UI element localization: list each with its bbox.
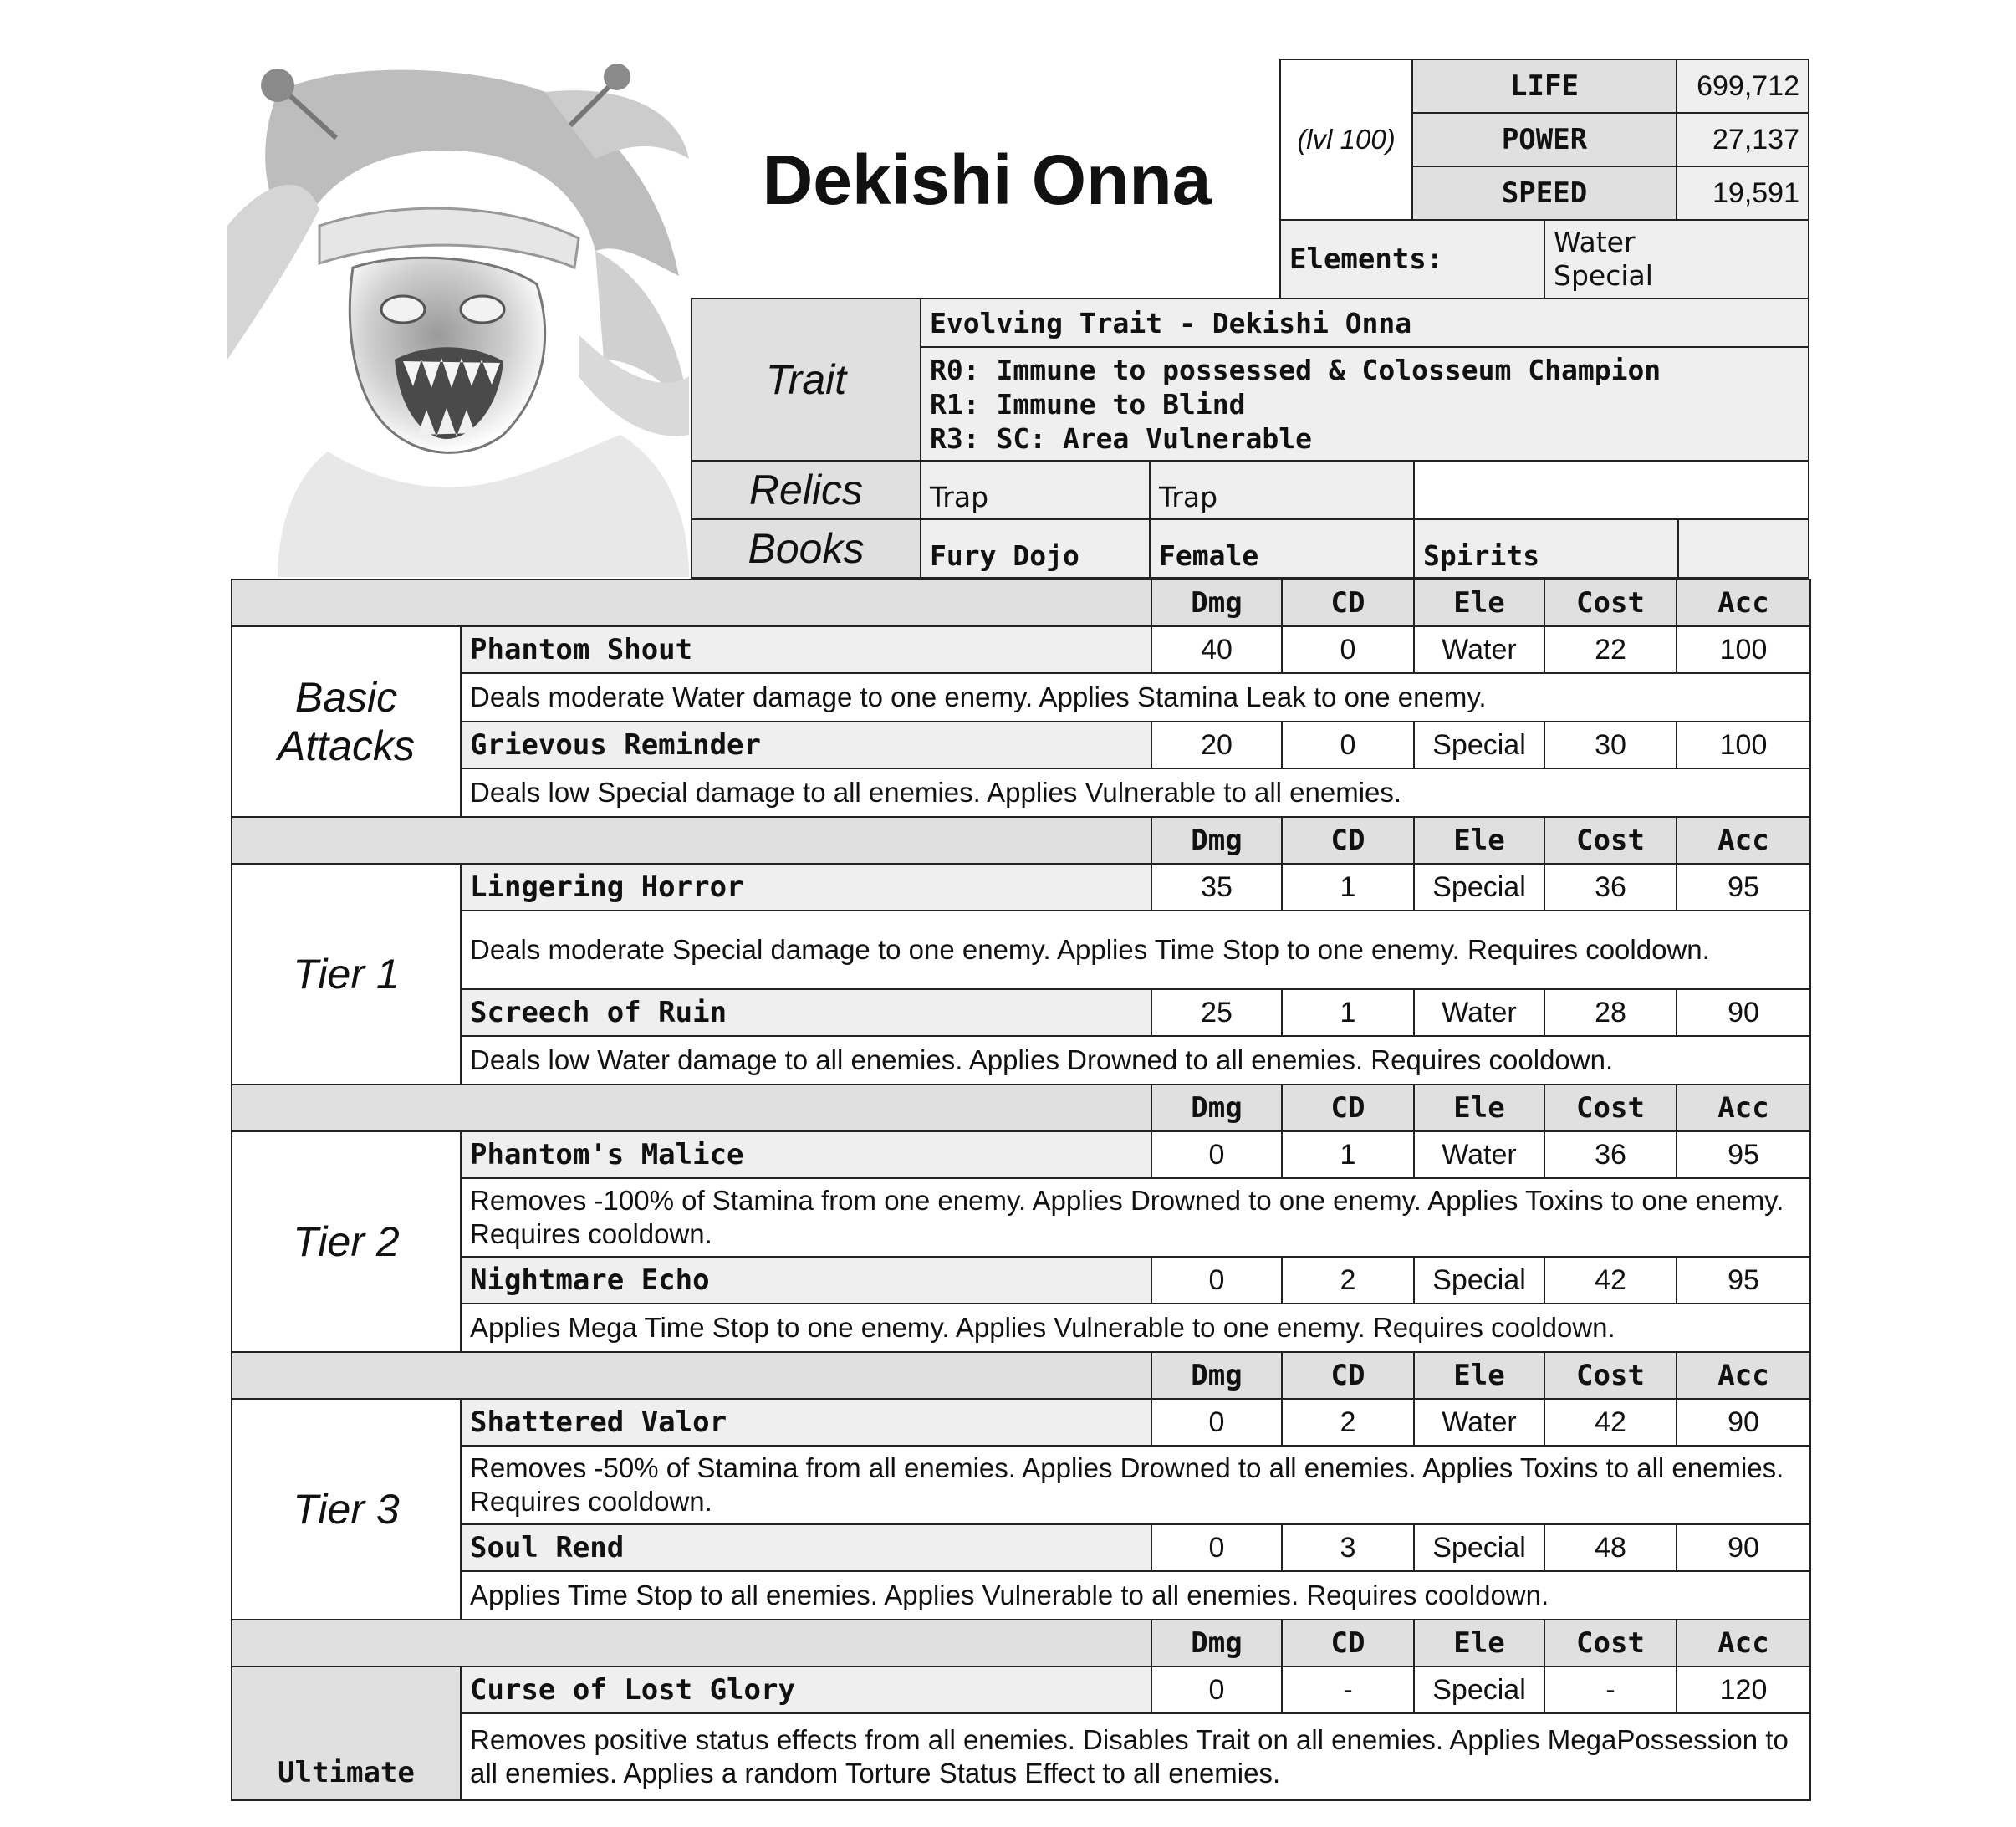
move-name: Phantom Shout (460, 625, 1152, 674)
column-header-cd: CD (1281, 1619, 1415, 1667)
relic-slot-3 (1413, 460, 1809, 520)
move-name: Phantom's Malice (460, 1130, 1152, 1179)
section-label (231, 863, 462, 1085)
move-ele: Special (1413, 1523, 1545, 1572)
move-dmg: 35 (1151, 863, 1283, 911)
column-header-dmg: Dmg (1151, 816, 1283, 865)
ultimate-move-name: Curse of Lost Glory (460, 1666, 1152, 1714)
move-description: Removes -50% of Stamina from all enemies. Applies Drowned to all enemies. Applies Toxins to all enemies. Requires cooldown. (460, 1445, 1811, 1525)
ultimate-label: Ultimate (231, 1666, 462, 1801)
book-slot-2: Female (1149, 518, 1415, 579)
move-cd: 1 (1281, 1130, 1415, 1179)
column-header-ele: Ele (1413, 1351, 1545, 1400)
move-dmg: 20 (1151, 721, 1283, 769)
move-dmg: 0 (1151, 1256, 1283, 1304)
column-header-cost: Cost (1544, 1084, 1677, 1132)
level-label: (lvl 100) (1279, 59, 1413, 221)
section-label-line1: Tier 3 (293, 1486, 400, 1533)
move-ele: Water (1413, 1130, 1545, 1179)
move-cd: 1 (1281, 988, 1415, 1037)
book-slot-3: Spirits (1413, 518, 1679, 579)
move-dmg: 40 (1151, 625, 1283, 674)
column-header-cd: CD (1281, 816, 1415, 865)
column-header-ele: Ele (1413, 1619, 1545, 1667)
ultimate-move-cost: - (1544, 1666, 1677, 1714)
move-description: Applies Mega Time Stop to one enemy. Applies Vulnerable to one enemy. Requires cooldown. (460, 1303, 1811, 1353)
column-header-acc: Acc (1676, 579, 1811, 627)
column-header-cd: CD (1281, 1351, 1415, 1400)
move-cost: 28 (1544, 988, 1677, 1037)
trait-label: Trait (691, 298, 921, 462)
move-cd: 1 (1281, 863, 1415, 911)
column-header-acc: Acc (1676, 1084, 1811, 1132)
section-header-bar (231, 1351, 1152, 1400)
move-acc: 100 (1676, 625, 1811, 674)
move-cost: 42 (1544, 1256, 1677, 1304)
move-cost: 48 (1544, 1523, 1677, 1572)
character-name: Dekishi Onna (762, 140, 1212, 219)
move-cost: 22 (1544, 625, 1677, 674)
column-header-acc: Acc (1676, 816, 1811, 865)
trait-rank-1: R1: Immune to Blind (930, 387, 1246, 421)
move-ele: Special (1413, 863, 1545, 911)
move-description: Deals low Water damage to all enemies. Applies Drowned to all enemies. Requires cooldown. (460, 1035, 1811, 1085)
stat-label-life: LIFE (1411, 59, 1677, 114)
column-header-cost: Cost (1544, 579, 1677, 627)
section-label-line2: Attacks (278, 722, 415, 769)
column-header-acc: Acc (1676, 1619, 1811, 1667)
move-name: Lingering Horror (460, 863, 1152, 911)
ultimate-move-acc: 120 (1676, 1666, 1811, 1714)
books-label: Books (691, 518, 921, 579)
stat-value-power: 27,137 (1676, 112, 1809, 167)
column-header-cd: CD (1281, 1084, 1415, 1132)
relic-slot-2: Trap (1149, 460, 1415, 520)
column-header-cost: Cost (1544, 816, 1677, 865)
move-description: Applies Time Stop to all enemies. Applies Vulnerable to all enemies. Requires cooldown. (460, 1570, 1811, 1620)
ultimate-move-cd: - (1281, 1666, 1415, 1714)
move-name: Soul Rend (460, 1523, 1152, 1572)
move-name: Grievous Reminder (460, 721, 1152, 769)
move-ele: Water (1413, 988, 1545, 1037)
section-label (231, 1398, 462, 1620)
move-description: Removes -100% of Stamina from one enemy. Applies Drowned to one enemy. Applies Toxins to one enemy. Requires cooldown. (460, 1177, 1811, 1258)
move-dmg: 0 (1151, 1523, 1283, 1572)
trait-rank-3: R3: SC: Area Vulnerable (930, 421, 1312, 455)
relics-label: Relics (691, 460, 921, 520)
trait-rank-0: R0: Immune to possessed & Colosseum Champion (930, 353, 1661, 386)
move-dmg: 0 (1151, 1130, 1283, 1179)
move-acc: 100 (1676, 721, 1811, 769)
section-header-bar (231, 816, 1152, 865)
move-acc: 90 (1676, 1523, 1811, 1572)
column-header-dmg: Dmg (1151, 579, 1283, 627)
move-description: Deals moderate Water damage to one enemy. Applies Stamina Leak to one enemy. (460, 672, 1811, 722)
monster-portrait-icon (227, 59, 689, 577)
ultimate-description: Removes positive status effects from all enemies. Disables Trait on all enemies. Applies MegaPossession to all enemies. Applies a random Torture Status Effect to all enemies. (460, 1712, 1811, 1801)
column-header-cost: Cost (1544, 1351, 1677, 1400)
move-cd: 0 (1281, 721, 1415, 769)
move-cost: 30 (1544, 721, 1677, 769)
stat-value-speed: 19,591 (1676, 166, 1809, 221)
column-header-ele: Ele (1413, 816, 1545, 865)
move-cd: 3 (1281, 1523, 1415, 1572)
elements-values (1544, 219, 1809, 299)
move-cost: 36 (1544, 1130, 1677, 1179)
section-label-line1: Tier 1 (293, 951, 400, 998)
move-dmg: 0 (1151, 1398, 1283, 1447)
ultimate-move-ele: Special (1413, 1666, 1545, 1714)
section-header-bar (231, 1084, 1152, 1132)
stat-label-power: POWER (1411, 112, 1677, 167)
move-cost: 42 (1544, 1398, 1677, 1447)
move-cost: 36 (1544, 863, 1677, 911)
move-cd: 0 (1281, 625, 1415, 674)
move-cd: 2 (1281, 1256, 1415, 1304)
section-header-bar (231, 1619, 1152, 1667)
section-label-line1: Basic (294, 674, 398, 721)
move-dmg: 25 (1151, 988, 1283, 1037)
ultimate-move-dmg: 0 (1151, 1666, 1283, 1714)
move-ele: Water (1413, 1398, 1545, 1447)
section-label-line1: Tier 2 (293, 1218, 400, 1265)
column-header-ele: Ele (1413, 579, 1545, 627)
column-header-ele: Ele (1413, 1084, 1545, 1132)
book-slot-1: Fury Dojo (920, 518, 1151, 579)
move-name: Nightmare Echo (460, 1256, 1152, 1304)
stat-label-speed: SPEED (1411, 166, 1677, 221)
move-acc: 95 (1676, 1256, 1811, 1304)
move-name: Shattered Valor (460, 1398, 1152, 1447)
section-label (231, 1130, 462, 1353)
move-cd: 2 (1281, 1398, 1415, 1447)
stat-value-life: 699,712 (1676, 59, 1809, 114)
section-header-bar (231, 579, 1152, 627)
move-description: Deals moderate Special damage to one enemy. Applies Time Stop to one enemy. Requires cooldown. (460, 910, 1811, 990)
element-special: Special (1554, 259, 1653, 292)
move-acc: 90 (1676, 988, 1811, 1037)
move-acc: 95 (1676, 863, 1811, 911)
trait-details (920, 346, 1809, 462)
move-ele: Special (1413, 721, 1545, 769)
element-water: Water (1554, 226, 1636, 258)
section-label (231, 625, 462, 818)
relic-slot-1: Trap (920, 460, 1151, 520)
move-ele: Special (1413, 1256, 1545, 1304)
column-header-cd: CD (1281, 579, 1415, 627)
column-header-dmg: Dmg (1151, 1084, 1283, 1132)
elements-label: Elements: (1279, 219, 1545, 299)
move-ele: Water (1413, 625, 1545, 674)
move-acc: 95 (1676, 1130, 1811, 1179)
column-header-acc: Acc (1676, 1351, 1811, 1400)
column-header-dmg: Dmg (1151, 1351, 1283, 1400)
column-header-cost: Cost (1544, 1619, 1677, 1667)
move-acc: 90 (1676, 1398, 1811, 1447)
move-name: Screech of Ruin (460, 988, 1152, 1037)
move-description: Deals low Special damage to all enemies. Applies Vulnerable to all enemies. (460, 768, 1811, 818)
book-slot-4 (1677, 518, 1809, 579)
trait-title: Evolving Trait - Dekishi Onna (920, 298, 1809, 348)
column-header-dmg: Dmg (1151, 1619, 1283, 1667)
